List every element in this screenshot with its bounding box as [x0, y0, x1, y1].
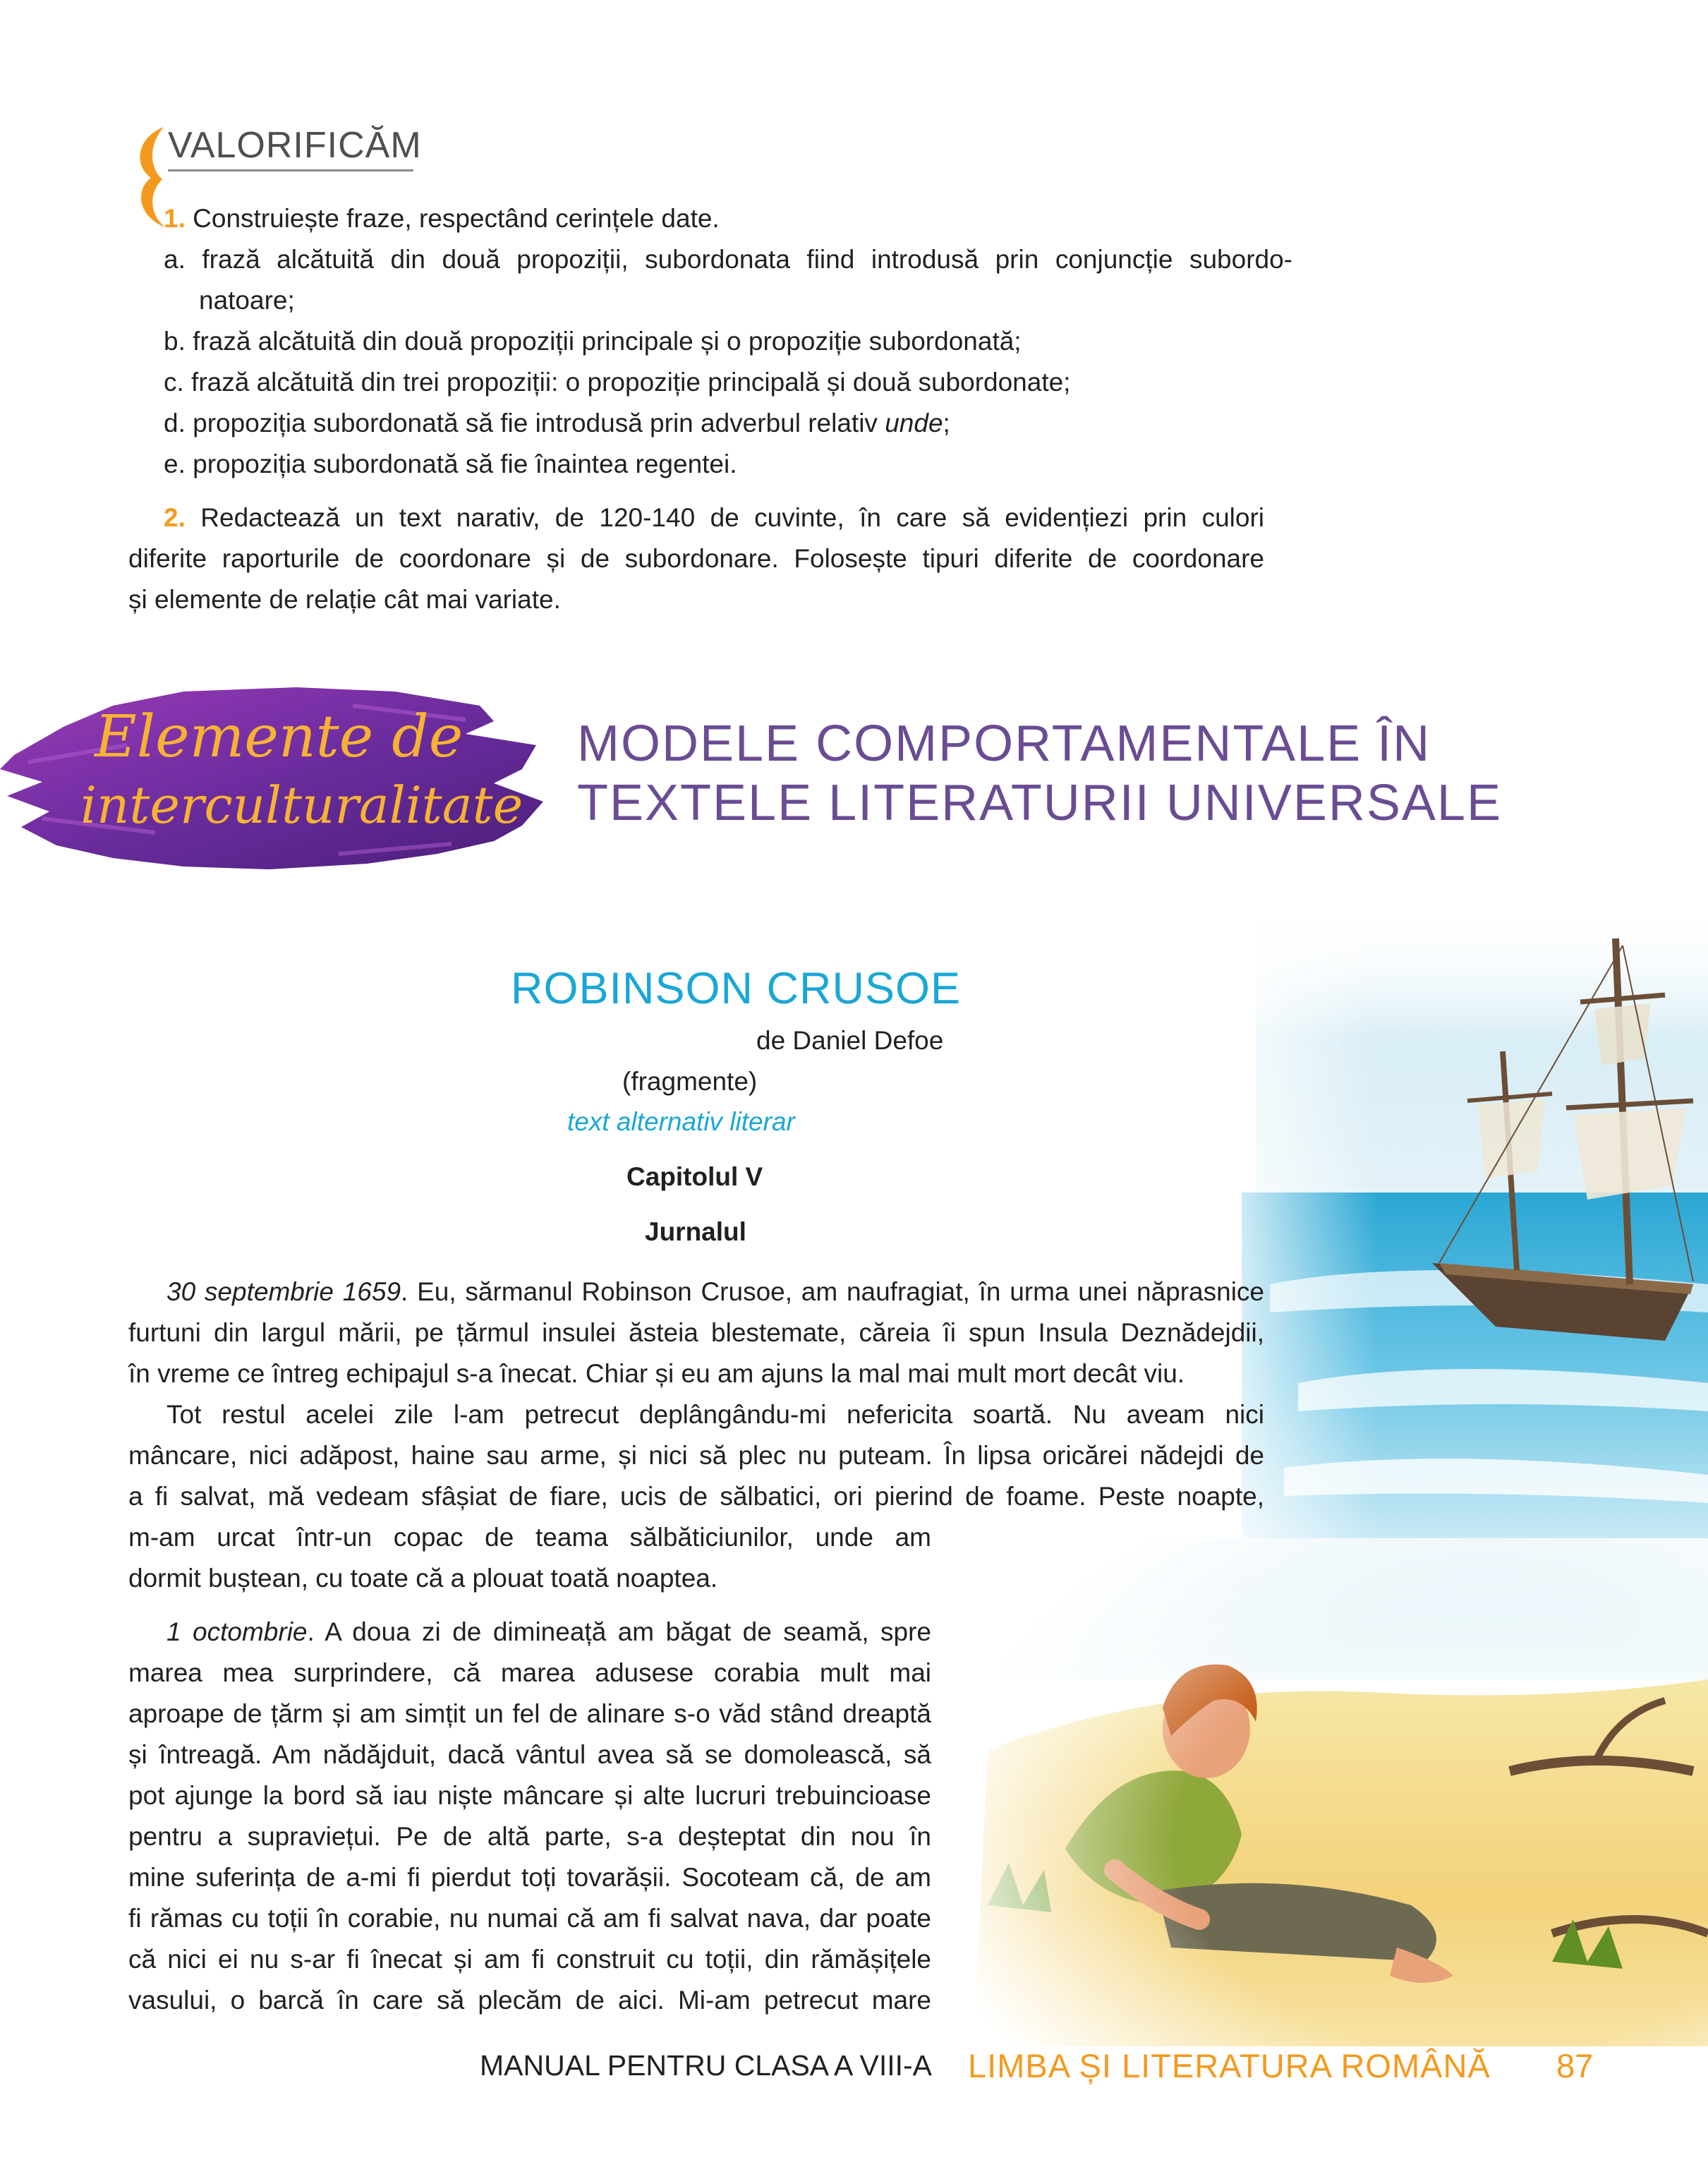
p1-line-1	[166, 1272, 1264, 1312]
footer-subject-label: LIMBA ȘI LITERATURA ROMÂNĂ	[968, 2047, 1491, 2084]
badge-script-text	[71, 692, 536, 847]
item-d-italic: unde	[885, 409, 943, 437]
exercise-1-item-a-cont: natoare;	[199, 286, 295, 315]
badge-line-1: Elemente de	[95, 704, 464, 771]
exercise-text: Construiește fraze, respectând cerințele date.	[193, 204, 720, 233]
p1-text: . Eu, sărmanul Robinson Crusoe, am naufragiat, în urma unei năprasnice	[401, 1277, 1264, 1306]
p3-line-5: pot ajunge la bord să iau niște mâncare și alte lucruri trebuincioase	[128, 1781, 931, 1810]
p2-line-4: m-am urcat într-un copac de teama sălbăticiunilor, unde am	[128, 1523, 931, 1552]
story-title: ROBINSON CRUSOE	[511, 964, 962, 1013]
p2-line-3: a fi salvat, mă vedeam sfâșiat de fiare, ucis de sălbatici, ori pierind de foame. Peste noapte,	[128, 1482, 1264, 1511]
story-fragment-note: (fragmente)	[622, 1067, 758, 1096]
p3-line-2: marea mea surprindere, că marea adusese corabia mult mai	[128, 1658, 931, 1687]
p3-line-4: și întreagă. Am nădăjduit, dacă vântul avea să se domolească, să	[128, 1740, 931, 1769]
p3-line-8: fi rămas cu toții în corabie, nu numai că am fi salvat nava, dar poate	[128, 1904, 931, 1933]
title-underline	[168, 169, 413, 171]
ship-illustration	[1199, 889, 1708, 1595]
footer-manual-label: MANUAL PENTRU CLASA A VIII-A	[480, 2049, 933, 2082]
p1-line-2: furtuni din largul mării, pe țărmul insulei ăsteia blestemate, căreia îi spun Insula Deznădejdii,	[128, 1318, 1264, 1347]
section-heading-line-1: MODELE COMPORTAMENTALE ÎN	[577, 716, 1431, 772]
exercise-text: Redactează un text narativ, de 120-140 de cuvinte, în care să evidențiezi prin culori	[200, 503, 1264, 532]
chapter-heading: Capitolul V	[626, 1162, 763, 1191]
item-d-text: d. propoziția subordonată să fie introdusă prin adverbul relativ	[164, 409, 885, 437]
exercise-1-item-d	[164, 404, 1292, 443]
p3-text: . A doua zi de dimineață am băgat de seamă, spre	[307, 1617, 932, 1646]
p3-line-9: că nici ei nu s-ar fi înecat și am fi construit cu toții, din rămășițele	[128, 1945, 931, 1974]
p2-line-2: mâncare, nici adăpost, haine sau arme, și nici să plec nu puteam. În lipsa oricărei nădejdi de	[128, 1441, 1264, 1470]
p2-line-5: dormit buștean, cu toate că a plouat toată noaptea.	[128, 1564, 718, 1593]
p3-date: 1 octombrie	[166, 1617, 308, 1646]
page-number: 87	[1556, 2047, 1594, 2084]
p3-line-7: mine suferința de a-mi fi pierdut toți tovarășii. Socoteam că, de am	[128, 1863, 931, 1892]
p1-line-3: în vreme ce întreg echipajul s-a înecat. Chiar și eu am ajuns la mal mai mult mort decât viu.	[128, 1359, 1185, 1388]
badge-line-2: interculturalitate	[80, 775, 523, 835]
p2-line-1: Tot restul acelei zile l-am petrecut deplângându-mi nefericita soartă. Nu aveam nici	[166, 1400, 1264, 1429]
exercise-1-prompt	[164, 199, 1292, 239]
exercise-number: 1.	[164, 204, 186, 233]
section-heading	[577, 714, 1502, 833]
exercise-number: 2.	[164, 503, 186, 532]
item-d-end: ;	[943, 409, 950, 437]
exercise-2-line-2: diferite raporturile de coordonare și de subordonare. Folosește tipuri diferite de coordonare	[128, 544, 1264, 573]
p1-date: 30 septembrie 1659	[166, 1277, 401, 1306]
story-author: de Daniel Defoe	[756, 1026, 944, 1055]
section-title-valorificam: VALORIFICĂM	[168, 125, 422, 166]
exercise-2-line-1	[164, 498, 1264, 538]
p3-line-1	[166, 1612, 931, 1652]
p3-line-10: vasului, o barcă în care să plecăm de aici. Mi-am petrecut mare	[128, 1986, 931, 2015]
robinson-illustration	[959, 1538, 1708, 2046]
p3-line-6: pentru a supraviețui. Pe de altă parte, s-a deșteptat din nou în	[128, 1822, 931, 1851]
story-type: text alternativ literar	[567, 1107, 795, 1136]
chapter-subtitle: Jurnalul	[645, 1217, 746, 1246]
exercise-1-item-b: b. frază alcătuită din două propoziții principale și o propoziție subordonată;	[164, 327, 1022, 356]
exercise-1-item-a: a. frază alcătuită din două propoziții, subordonata fiind introdusă prin conjuncție subordo-	[164, 245, 1292, 274]
exercise-1-item-e: e. propoziția subordonată să fie înaintea regentei.	[164, 449, 737, 478]
section-heading-line-2: TEXTELE LITERATURII UNIVERSALE	[577, 775, 1502, 831]
p3-line-3: aproape de țărm și am simțit un fel de alinare s-o văd stând dreaptă	[128, 1699, 931, 1728]
exercise-1-item-c: c. frază alcătuită din trei propoziții: o propoziție principală și două subordonate;	[164, 368, 1071, 397]
exercise-2-line-3: și elemente de relație cât mai variate.	[128, 585, 561, 614]
